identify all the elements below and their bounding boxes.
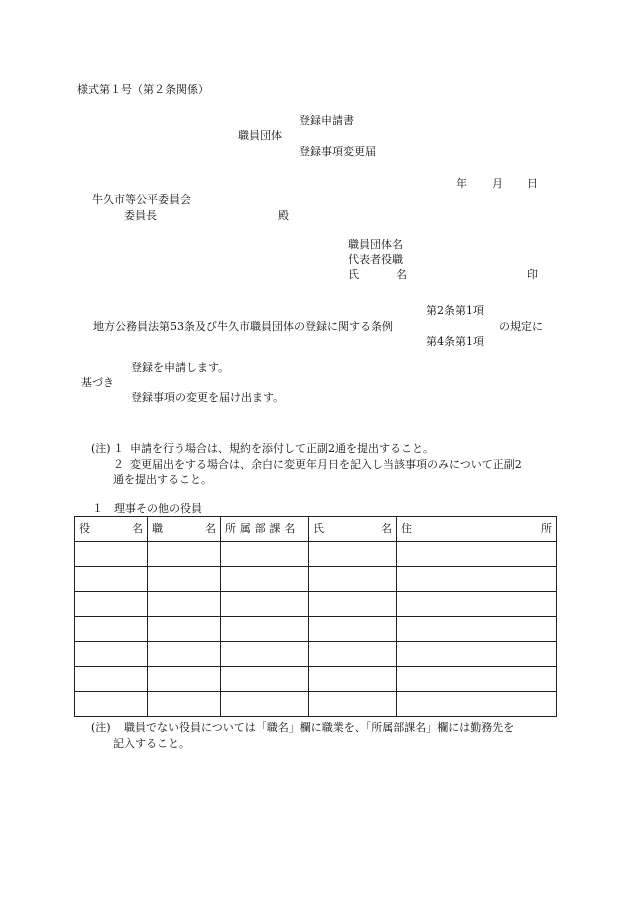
table-cell[interactable] <box>397 567 557 592</box>
date-day: 日 <box>527 177 538 190</box>
table-row <box>75 642 557 667</box>
table-cell[interactable] <box>148 542 221 567</box>
table-cell[interactable] <box>221 592 309 617</box>
table-cell[interactable] <box>75 567 148 592</box>
table-cell[interactable] <box>397 592 557 617</box>
table-cell[interactable] <box>397 542 557 567</box>
table-row <box>75 592 557 617</box>
note-2-number: ２ <box>113 458 124 471</box>
note-2-text-continued: 通を提出すること。 <box>113 473 212 486</box>
table-cell[interactable] <box>148 667 221 692</box>
column-header-department: 所属部課名 <box>221 517 309 542</box>
table-cell[interactable] <box>309 692 397 717</box>
table-cell[interactable] <box>221 567 309 592</box>
basis-statute: 地方公務員法第53条及び牛久市職員団体の登録に関する条例 <box>93 320 393 333</box>
table-row <box>75 567 557 592</box>
title-change-notice: 登録事項変更届 <box>299 145 376 158</box>
table-cell[interactable] <box>75 592 148 617</box>
table-cell[interactable] <box>309 642 397 667</box>
table-cell[interactable] <box>148 692 221 717</box>
column-header-address: 住 所 <box>397 517 557 542</box>
table-row <box>75 617 557 642</box>
notify-text: 登録事項の変更を届け出ます。 <box>131 391 285 404</box>
applicant-rep-label: 代表者役職 <box>348 253 403 266</box>
notes-label: (注) <box>91 442 111 455</box>
apply-text: 登録を申請します。 <box>131 361 230 374</box>
table-cell[interactable] <box>75 617 148 642</box>
section-heading: １ 理事その他の役員 <box>92 502 202 515</box>
table-cell[interactable] <box>75 542 148 567</box>
table-cell[interactable] <box>309 592 397 617</box>
table-cell[interactable] <box>148 642 221 667</box>
table-cell[interactable] <box>221 667 309 692</box>
based-text: 基づき <box>81 376 114 389</box>
officers-table <box>74 516 557 717</box>
table-cell[interactable] <box>221 542 309 567</box>
title-application: 登録申請書 <box>299 114 354 127</box>
note-1-number: １ <box>113 442 124 455</box>
table-cell[interactable] <box>148 567 221 592</box>
table-cell[interactable] <box>397 642 557 667</box>
table-cell[interactable] <box>148 617 221 642</box>
basis-article-4: 第4条第1項 <box>426 335 484 348</box>
footnote-line-1: 職員でない役員については「職名」欄に職業を、「所属部課名」欄には勤務先を <box>124 721 515 734</box>
table-header-row <box>75 517 557 542</box>
table-row <box>75 542 557 567</box>
applicant-name-label-1: 氏 <box>348 268 359 281</box>
table-row <box>75 667 557 692</box>
table-cell[interactable] <box>309 567 397 592</box>
table-cell[interactable] <box>75 642 148 667</box>
footnote-label: (注) <box>91 721 111 734</box>
note-2-text: 変更届出をする場合は、余白に変更年月日を記入し当該事項のみについて正副2 <box>130 458 522 471</box>
basis-suffix: の規定に <box>499 320 543 333</box>
table-cell[interactable] <box>397 667 557 692</box>
seal-mark: 印 <box>527 268 538 281</box>
title-prefix: 職員団体 <box>238 129 282 142</box>
applicant-name-label-2: 名 <box>396 268 407 281</box>
footnote-line-2: 記入すること。 <box>113 737 190 750</box>
table-cell[interactable] <box>397 617 557 642</box>
table-cell[interactable] <box>309 667 397 692</box>
form-number: 様式第１号（第２条関係） <box>77 83 209 96</box>
table-row <box>75 692 557 717</box>
table-cell[interactable] <box>148 592 221 617</box>
basis-article-2: 第2条第1項 <box>426 304 484 317</box>
applicant-org-label: 職員団体名 <box>348 238 403 251</box>
table-cell[interactable] <box>309 617 397 642</box>
addressee-org: 牛久市等公平委員会 <box>92 193 191 206</box>
table-cell[interactable] <box>221 692 309 717</box>
table-cell[interactable] <box>75 667 148 692</box>
column-header-job-title: 職 名 <box>148 517 221 542</box>
column-header-name: 氏 名 <box>309 517 397 542</box>
table-cell[interactable] <box>309 542 397 567</box>
date-year: 年 <box>456 177 467 190</box>
table-cell[interactable] <box>221 617 309 642</box>
date-month: 月 <box>492 177 503 190</box>
table-cell[interactable] <box>221 642 309 667</box>
column-header-position: 役 名 <box>75 517 148 542</box>
note-1-text: 申請を行う場合は、規約を添付して正副2通を提出すること。 <box>130 442 434 455</box>
table-cell[interactable] <box>75 692 148 717</box>
table-cell[interactable] <box>397 692 557 717</box>
addressee-honorific: 殿 <box>278 209 289 222</box>
addressee-role: 委員長 <box>124 209 157 222</box>
